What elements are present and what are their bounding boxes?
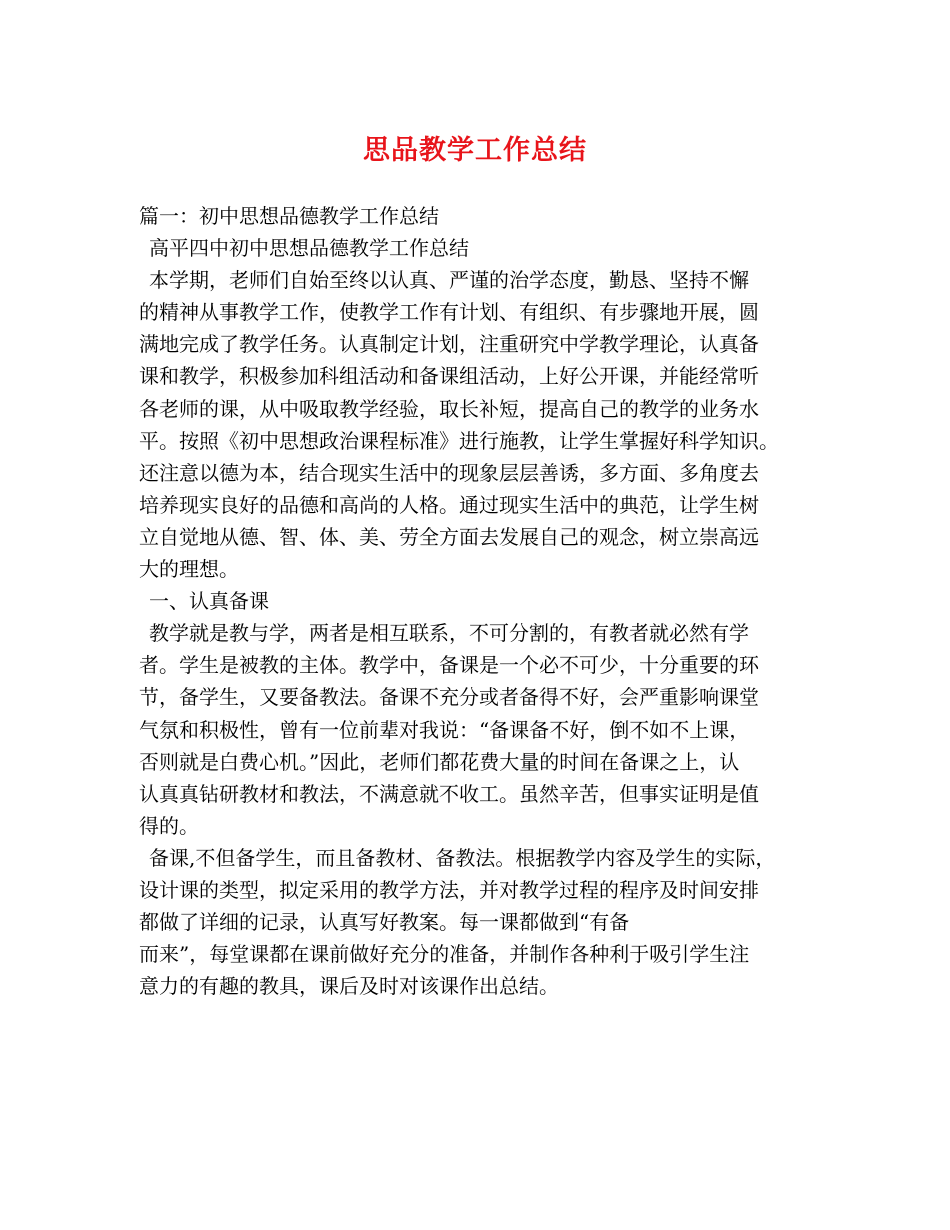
paragraph-line: 满地完成了教学任务。认真制定计划，注重研究中学教学理论，认真备 <box>139 332 759 357</box>
paragraph-line: 大的理想。 <box>139 557 239 582</box>
document-title: 思品教学工作总结 <box>363 135 587 166</box>
paragraph-line: 得的。 <box>139 813 199 838</box>
paragraph-line: 的精神从事教学工作，使教学工作有计划、有组织、有步骤地开展，圆 <box>139 300 759 325</box>
paragraph-line: 气氛和积极性，曾有一位前辈对我说：“备课备不好，倒不如不上课， <box>139 717 750 742</box>
paragraph-line: 还注意以德为本，结合现实生活中的现象层层善诱，多方面、多角度去 <box>139 460 759 485</box>
paragraph-line: 而来”，每堂课都在课前做好充分的准备，并制作各种利于吸引学生注 <box>139 942 750 967</box>
sub-heading: 高平四中初中思想品德教学工作总结 <box>149 236 469 261</box>
paragraph-line: 节，备学生，又要备教法。备课不充分或者备得不好，会严重影响课堂 <box>139 685 759 710</box>
paragraph-line: 平。按照《初中思想政治课程标准》进行施教，让学生掌握好科学知识。 <box>139 428 779 453</box>
paragraph-line: 设计课的类型，拟定采用的教学方法，并对教学过程的程序及时间安排 <box>139 877 759 902</box>
document-body <box>139 200 839 1002</box>
paragraph-line: 教学就是教与学，两者是相互联系，不可分割的，有教者就必然有学 <box>149 621 749 646</box>
paragraph-line: 都做了详细的记录，认真写好教案。每一课都做到“有备 <box>139 910 630 935</box>
paragraph-line: 者。学生是被教的主体。教学中，备课是一个必不可少，十分重要的环 <box>139 653 759 678</box>
paragraph-line: 意力的有趣的教具，课后及时对该课作出总结。 <box>139 974 559 999</box>
section-heading: 一、认真备课 <box>149 589 269 614</box>
paragraph-line: 立自觉地从德、智、体、美、劳全方面去发展自己的观念，树立崇高远 <box>139 524 759 549</box>
paragraph-line: 本学期，老师们自始至终以认真、严谨的治学态度，勤恳、坚持不懈 <box>149 268 749 293</box>
paragraph-line: 培养现实良好的品德和高尚的人格。通过现实生活中的典范，让学生树 <box>139 492 759 517</box>
paragraph-line: 认真真钻研教材和教法，不满意就不收工。虽然辛苦，但事实证明是值 <box>139 781 759 806</box>
paragraph-line: 各老师的课，从中吸取教学经验，取长补短，提高自己的教学的业务水 <box>139 396 759 421</box>
paragraph-line: 备课,不但备学生，而且备教材、备教法。根据教学内容及学生的实际， <box>149 845 776 870</box>
paragraph-line: 否则就是白费心机。”因此，老师们都花费大量的时间在备课之上，认 <box>139 749 740 774</box>
paragraph-line: 课和教学，积极参加科组活动和备课组活动，上好公开课，并能经常听 <box>139 364 759 389</box>
section-heading: 篇一：初中思想品德教学工作总结 <box>139 204 439 228</box>
